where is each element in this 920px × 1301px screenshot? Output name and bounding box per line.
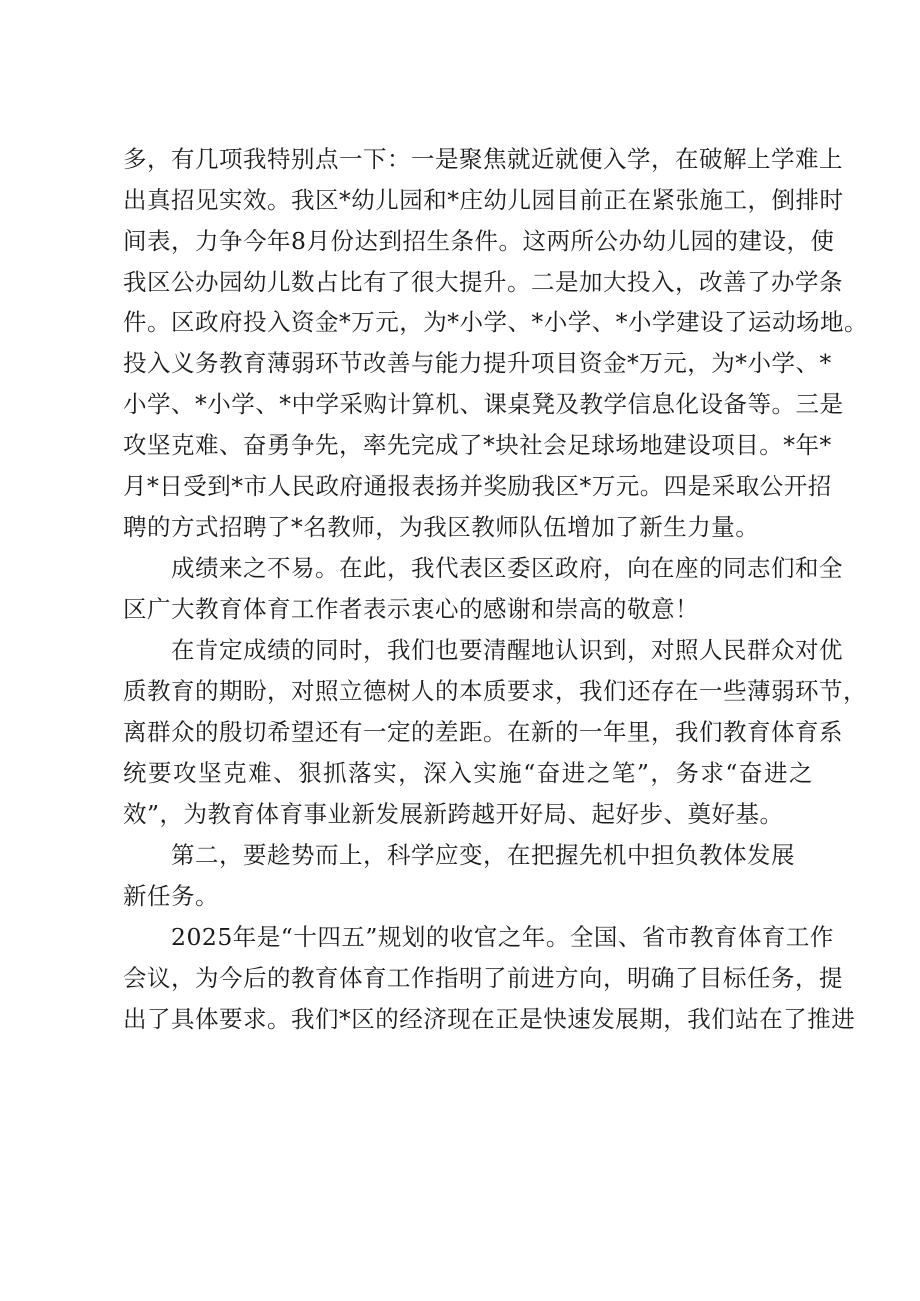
paragraph-line: 间表，力争今年8月份达到招生条件。这两所公办幼儿园的建设，使 <box>123 227 835 255</box>
paragraph-line: 我区公办园幼儿数占比有了很大提升。二是加大投入，改善了办学条 <box>123 268 843 296</box>
paragraph-line: 多，有几项我特别点一下：一是聚焦就近就便入学，在破解上学难上 <box>123 145 843 173</box>
paragraph-line: 效”，为教育体育事业新发展新跨越开好局、起好步、奠好基。 <box>123 800 784 828</box>
paragraph-line: 离群众的殷切希望还有一定的差距。在新的一年里，我们教育体育系 <box>123 718 843 746</box>
section-heading: 第二，要趁势而上，科学应变，在把握先机中担负教体发展 <box>171 841 795 869</box>
paragraph-line: 出了具体要求。我们*区的经济现在正是快速发展期，我们站在了推进 <box>123 1005 856 1033</box>
paragraph-line: 2025年是“十四五”规划的收官之年。全国、省市教育体育工作 <box>171 923 834 951</box>
paragraph-line: 聘的方式招聘了*名教师，为我区教师队伍增加了新生力量。 <box>123 513 760 541</box>
paragraph-line: 小学、*小学、*中学采购计算机、课桌凳及教学信息化设备等。三是 <box>123 390 844 418</box>
section-heading-continued: 新任务。 <box>123 882 219 910</box>
paragraph-line: 投入义务教育薄弱环节改善与能力提升项目资金*万元，为*小学、* <box>123 349 832 377</box>
paragraph-line: 会议，为今后的教育体育工作指明了前进方向，明确了目标任务，提 <box>123 964 843 992</box>
paragraph-line: 出真招见实效。我区*幼儿园和*庄幼儿园目前正在紧张施工，倒排时 <box>123 186 844 214</box>
paragraph-line: 统要攻坚克难、狠抓落实，深入实施“奋进之笔”，务求“奋进之 <box>123 759 813 787</box>
paragraph-line: 件。区政府投入资金*万元，为*小学、*小学、*小学建设了运动场地。 <box>123 308 868 336</box>
paragraph-line: 区广大教育体育工作者表示衷心的感谢和崇高的敬意！ <box>123 595 699 623</box>
paragraph-line: 在肯定成绩的同时，我们也要清醒地认识到，对照人民群众对优 <box>171 636 843 664</box>
paragraph-line: 质教育的期盼，对照立德树人的本质要求，我们还存在一些薄弱环节， <box>123 677 867 705</box>
paragraph-line: 月*日受到*市人民政府通报表扬并奖励我区*万元。四是采取公开招 <box>123 472 832 500</box>
paragraph-line: 攻坚克难、奋勇争先，率先完成了*块社会足球场地建设项目。*年* <box>123 431 832 459</box>
paragraph-line: 成绩来之不易。在此，我代表区委区政府，向在座的同志们和全 <box>171 554 843 582</box>
